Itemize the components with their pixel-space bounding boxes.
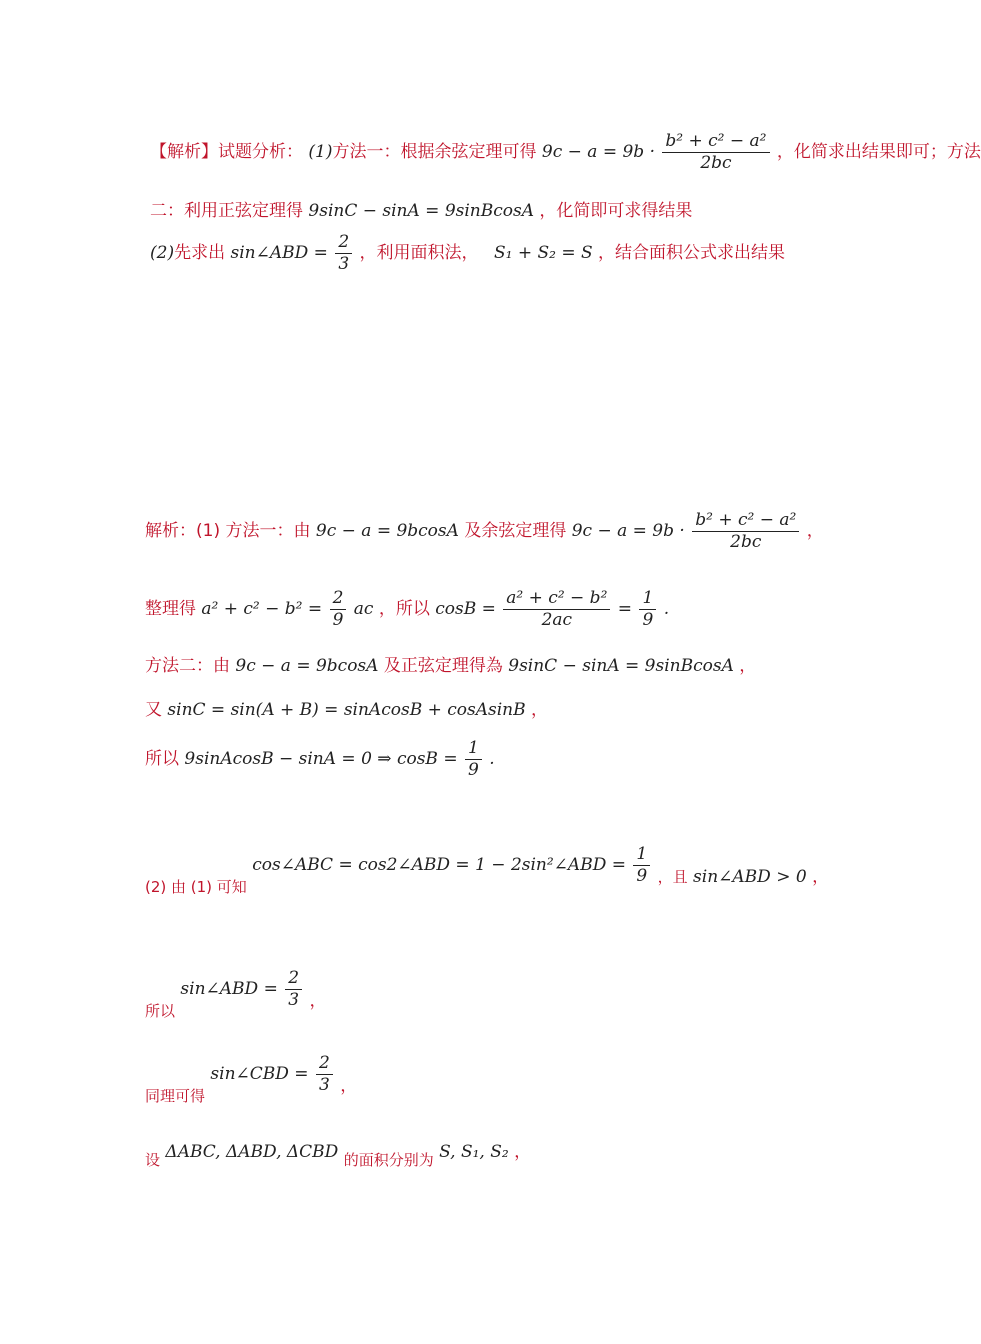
fraction [335,234,352,273]
solution-l2-text: 整理得 [145,599,196,619]
solution-l6-text: (2) 由 (1) 可知 [145,878,247,896]
solution-l2-mid: ，所以 [378,599,430,619]
analysis-p3-tail: ，结合面积公式求出结果 [598,243,786,263]
solution-l9-tail: ， [514,1142,532,1162]
fraction-numerator: a² + c² − b² [503,590,610,610]
equation: 9sinAcosB − sinA = 0 ⇒ cosB = [184,749,458,769]
solution-l1-mid: 及余弦定理得 [464,521,567,541]
solution-l7-tail: ， [309,991,327,1011]
solution-line-2 [145,590,669,629]
equation: ac [353,599,374,619]
part-2-label: (2) [150,243,175,263]
solution-line-1 [145,512,824,551]
fraction-denominator: 3 [338,254,350,274]
solution-line-3 [145,658,756,675]
solution-line-4 [145,702,548,719]
fraction-denominator: 9 [642,610,654,630]
analysis-p1-text: 方法一：根据余弦定理可得 [332,142,537,162]
fraction [316,1055,333,1094]
part-1-label: (1) [308,142,333,162]
equation: sin∠ABD = [180,979,278,999]
solution-l4-tail: ， [531,700,548,720]
equation: 9c − a = 9b · [571,521,685,541]
analysis-line-1 [150,133,981,172]
solution-l1-tail: ， [806,521,824,541]
equation: sinC = sin(A + B) = sinAcosB + cosAsinB [167,700,526,720]
equation: sin∠ABD = [230,243,328,263]
equation: 9c − a = 9bcosA [235,656,379,676]
solution-l3-text: 方法二：由 [145,656,230,676]
solution-l6-mid: ，且 [657,868,688,886]
solution-line-8 [145,1055,357,1104]
equation: sin∠CBD = [210,1064,309,1084]
fraction-denominator: 9 [467,760,479,780]
solution-l5-text: 所以 [145,749,179,769]
solution-l8-text: 同理可得 [145,1087,206,1105]
solution-line-5 [145,740,495,779]
fraction [503,590,610,629]
equation: S, S₁, S₂ [439,1142,509,1162]
fraction [330,590,347,629]
fraction-numerator: 1 [633,846,650,866]
solution-l3-tail: ， [739,656,757,676]
solution-l9-text: 设 [145,1151,161,1169]
analysis-p1-tail: ，化简求出结果即可；方法 [776,142,981,162]
equation: cos∠ABC = cos2∠ABD = 1 − 2sin²∠ABD = [252,855,626,875]
fraction [662,133,769,172]
fraction-numerator: 1 [639,590,656,610]
analysis-line-3 [150,234,785,273]
analysis-p3-mid: ，利用面积法， [359,243,479,263]
analysis-p2-tail: ，化简即可求得结果 [539,201,693,221]
equation: sin∠ABD > 0 [693,867,807,887]
equation: 9c − a = 9bcosA [315,521,459,541]
equation: 9c − a = 9b · [541,142,655,162]
solution-l4-text: 又 [145,700,162,720]
fraction [465,740,482,779]
fraction [692,512,799,551]
fraction [285,970,302,1009]
fraction-denominator: 3 [318,1075,330,1095]
solution-l3-mid: 及正弦定理得為 [383,656,503,676]
fraction-denominator: 9 [332,610,344,630]
fraction [633,846,650,885]
solution-l8-tail: ， [340,1076,358,1096]
fraction-numerator: 2 [316,1055,333,1075]
equation: = [617,599,633,619]
equation: . [489,749,495,769]
fraction-denominator: 3 [288,990,300,1010]
fraction-numerator: 2 [335,234,352,254]
solution-line-6 [145,846,829,895]
solution-l1-text: 解析：(1) 方法一：由 [145,521,311,541]
equation: ΔABC, ΔABD, ΔCBD [165,1142,339,1162]
fraction-denominator: 2ac [541,610,573,630]
solution-line-9 [145,1144,531,1168]
fraction-numerator: b² + c² − a² [692,512,799,532]
fraction-numerator: 1 [465,740,482,760]
equation: . [663,599,670,619]
solution-line-7 [145,970,326,1019]
fraction-denominator: 9 [636,866,648,886]
fraction [639,590,656,629]
fraction-denominator: 2bc [730,532,762,552]
equation: cosB = [435,599,496,619]
solution-l6-tail: ， [812,867,830,887]
equation: a² + c² − b² = [201,599,323,619]
analysis-p3-text: 先求出 [174,243,226,263]
equation: 9sinC − sinA = 9sinBcosA [308,201,535,221]
solution-l7-text: 所以 [145,1002,176,1020]
equation: S₁ + S₂ = S [493,243,593,263]
solution-l9-mid: 的面积分别为 [343,1151,434,1169]
fraction-numerator: b² + c² − a² [662,133,769,153]
fraction-denominator: 2bc [700,153,732,173]
analysis-heading: 【解析】试题分析： [150,142,303,162]
analysis-p2-text: 二：利用正弦定理得 [150,201,303,221]
analysis-line-2 [150,203,692,220]
equation: 9sinC − sinA = 9sinBcosA [508,656,734,676]
fraction-numerator: 2 [330,590,347,610]
fraction-numerator: 2 [285,970,302,990]
